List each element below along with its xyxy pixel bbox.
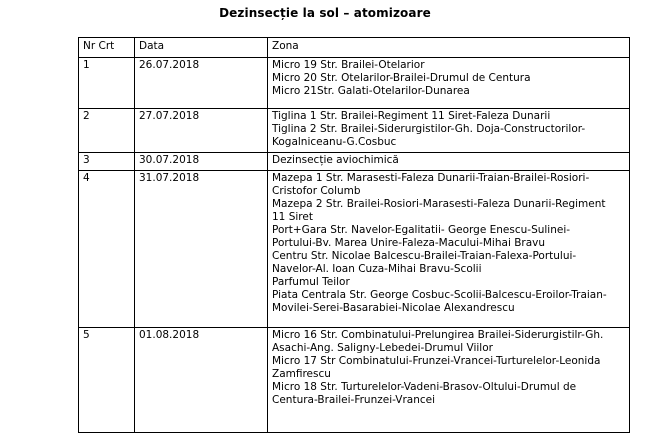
row-nr: 3 [79,153,135,171]
schedule-table [78,37,630,433]
zone-line: Port+Gara Str. Navelor-Egalitatii- George Enescu-Sulinei- [272,224,571,236]
header-nr-crt: Nr Crt [79,38,135,58]
zone-line: Micro 17 Str Combinatului-Frunzei-Vrancei-Turturelelor-Leonida [272,355,601,367]
zone-line: Dezinsecție aviochimică [272,154,399,166]
zone-line: Micro 18 Str. Turturelelor-Vadeni-Brasov-Oltului-Drumul de [272,381,577,393]
row-zone [268,328,630,433]
zone-line: Asachi-Ang. Saligny-Lebedei-Drumul Viilor [272,342,493,354]
zone-line: Micro 20 Str. Otelarilor-Brailei-Drumul de Centura [272,72,531,84]
header-data: Data [135,38,268,58]
zone-line: Tiglina 2 Str. Brailei-Siderurgistilor-Gh. Doja-Constructorilor- [272,123,586,135]
zone-line: 11 Siret [272,211,313,223]
table-row [79,171,630,328]
row-zone [268,171,630,328]
zone-line: Parfumul Teilor [272,276,350,288]
zone-line: Navelor-Al. Ioan Cuza-Mihai Bravu-Scolii [272,263,482,275]
row-date: 01.08.2018 [135,328,268,433]
row-nr: 4 [79,171,135,328]
zone-line: Cristofor Columb [272,185,361,197]
row-date: 31.07.2018 [135,171,268,328]
row-zone [268,109,630,153]
header-zona: Zona [268,38,630,58]
zone-line: Movilei-Serei-Basarabiei-Nicolae Alexandrescu [272,302,515,314]
document-title: Dezinsecție la sol – atomizoare [219,6,431,20]
table-row [79,328,630,433]
zone-line: Micro 21Str. Galati-Otelarilor-Dunarea [272,85,470,97]
row-date: 30.07.2018 [135,153,268,171]
zone-line: Piata Centrala Str. George Cosbuc-Scolii-Balcescu-Eroilor-Traian- [272,289,607,301]
zone-line: Tiglina 1 Str. Brailei-Regiment 11 Siret-Faleza Dunarii [272,110,551,122]
row-zone [268,153,630,171]
row-nr: 1 [79,58,135,109]
row-nr: 2 [79,109,135,153]
zone-line: Kogalniceanu-G.Cosbuc [272,136,397,148]
table-header-row [79,38,630,58]
zone-line: Portului-Bv. Marea Unire-Faleza-Macului-Mihai Bravu [272,237,546,249]
zone-line: Mazepa 1 Str. Marasesti-Faleza Dunarii-Traian-Brailei-Rosiori- [272,172,590,184]
zone-line: Zamfirescu [272,368,331,380]
zone-line: Centru Str. Nicolae Balcescu-Brailei-Traian-Falexa-Portului- [272,250,577,262]
table-row [79,109,630,153]
row-date: 27.07.2018 [135,109,268,153]
row-nr: 5 [79,328,135,433]
zone-line: Mazepa 2 Str. Brailei-Rosiori-Marasesti-Faleza Dunarii-Regiment [272,198,606,210]
row-zone [268,58,630,109]
zone-line: Micro 16 Str. Combinatului-Prelungirea Brailei-Siderurgistilr-Gh. [272,329,604,341]
zone-line: Micro 19 Str. Brailei-Otelarior [272,59,425,71]
table-row [79,153,630,171]
row-date: 26.07.2018 [135,58,268,109]
zone-line: Centura-Brailei-Frunzei-Vrancei [272,394,436,406]
table-row [79,58,630,109]
